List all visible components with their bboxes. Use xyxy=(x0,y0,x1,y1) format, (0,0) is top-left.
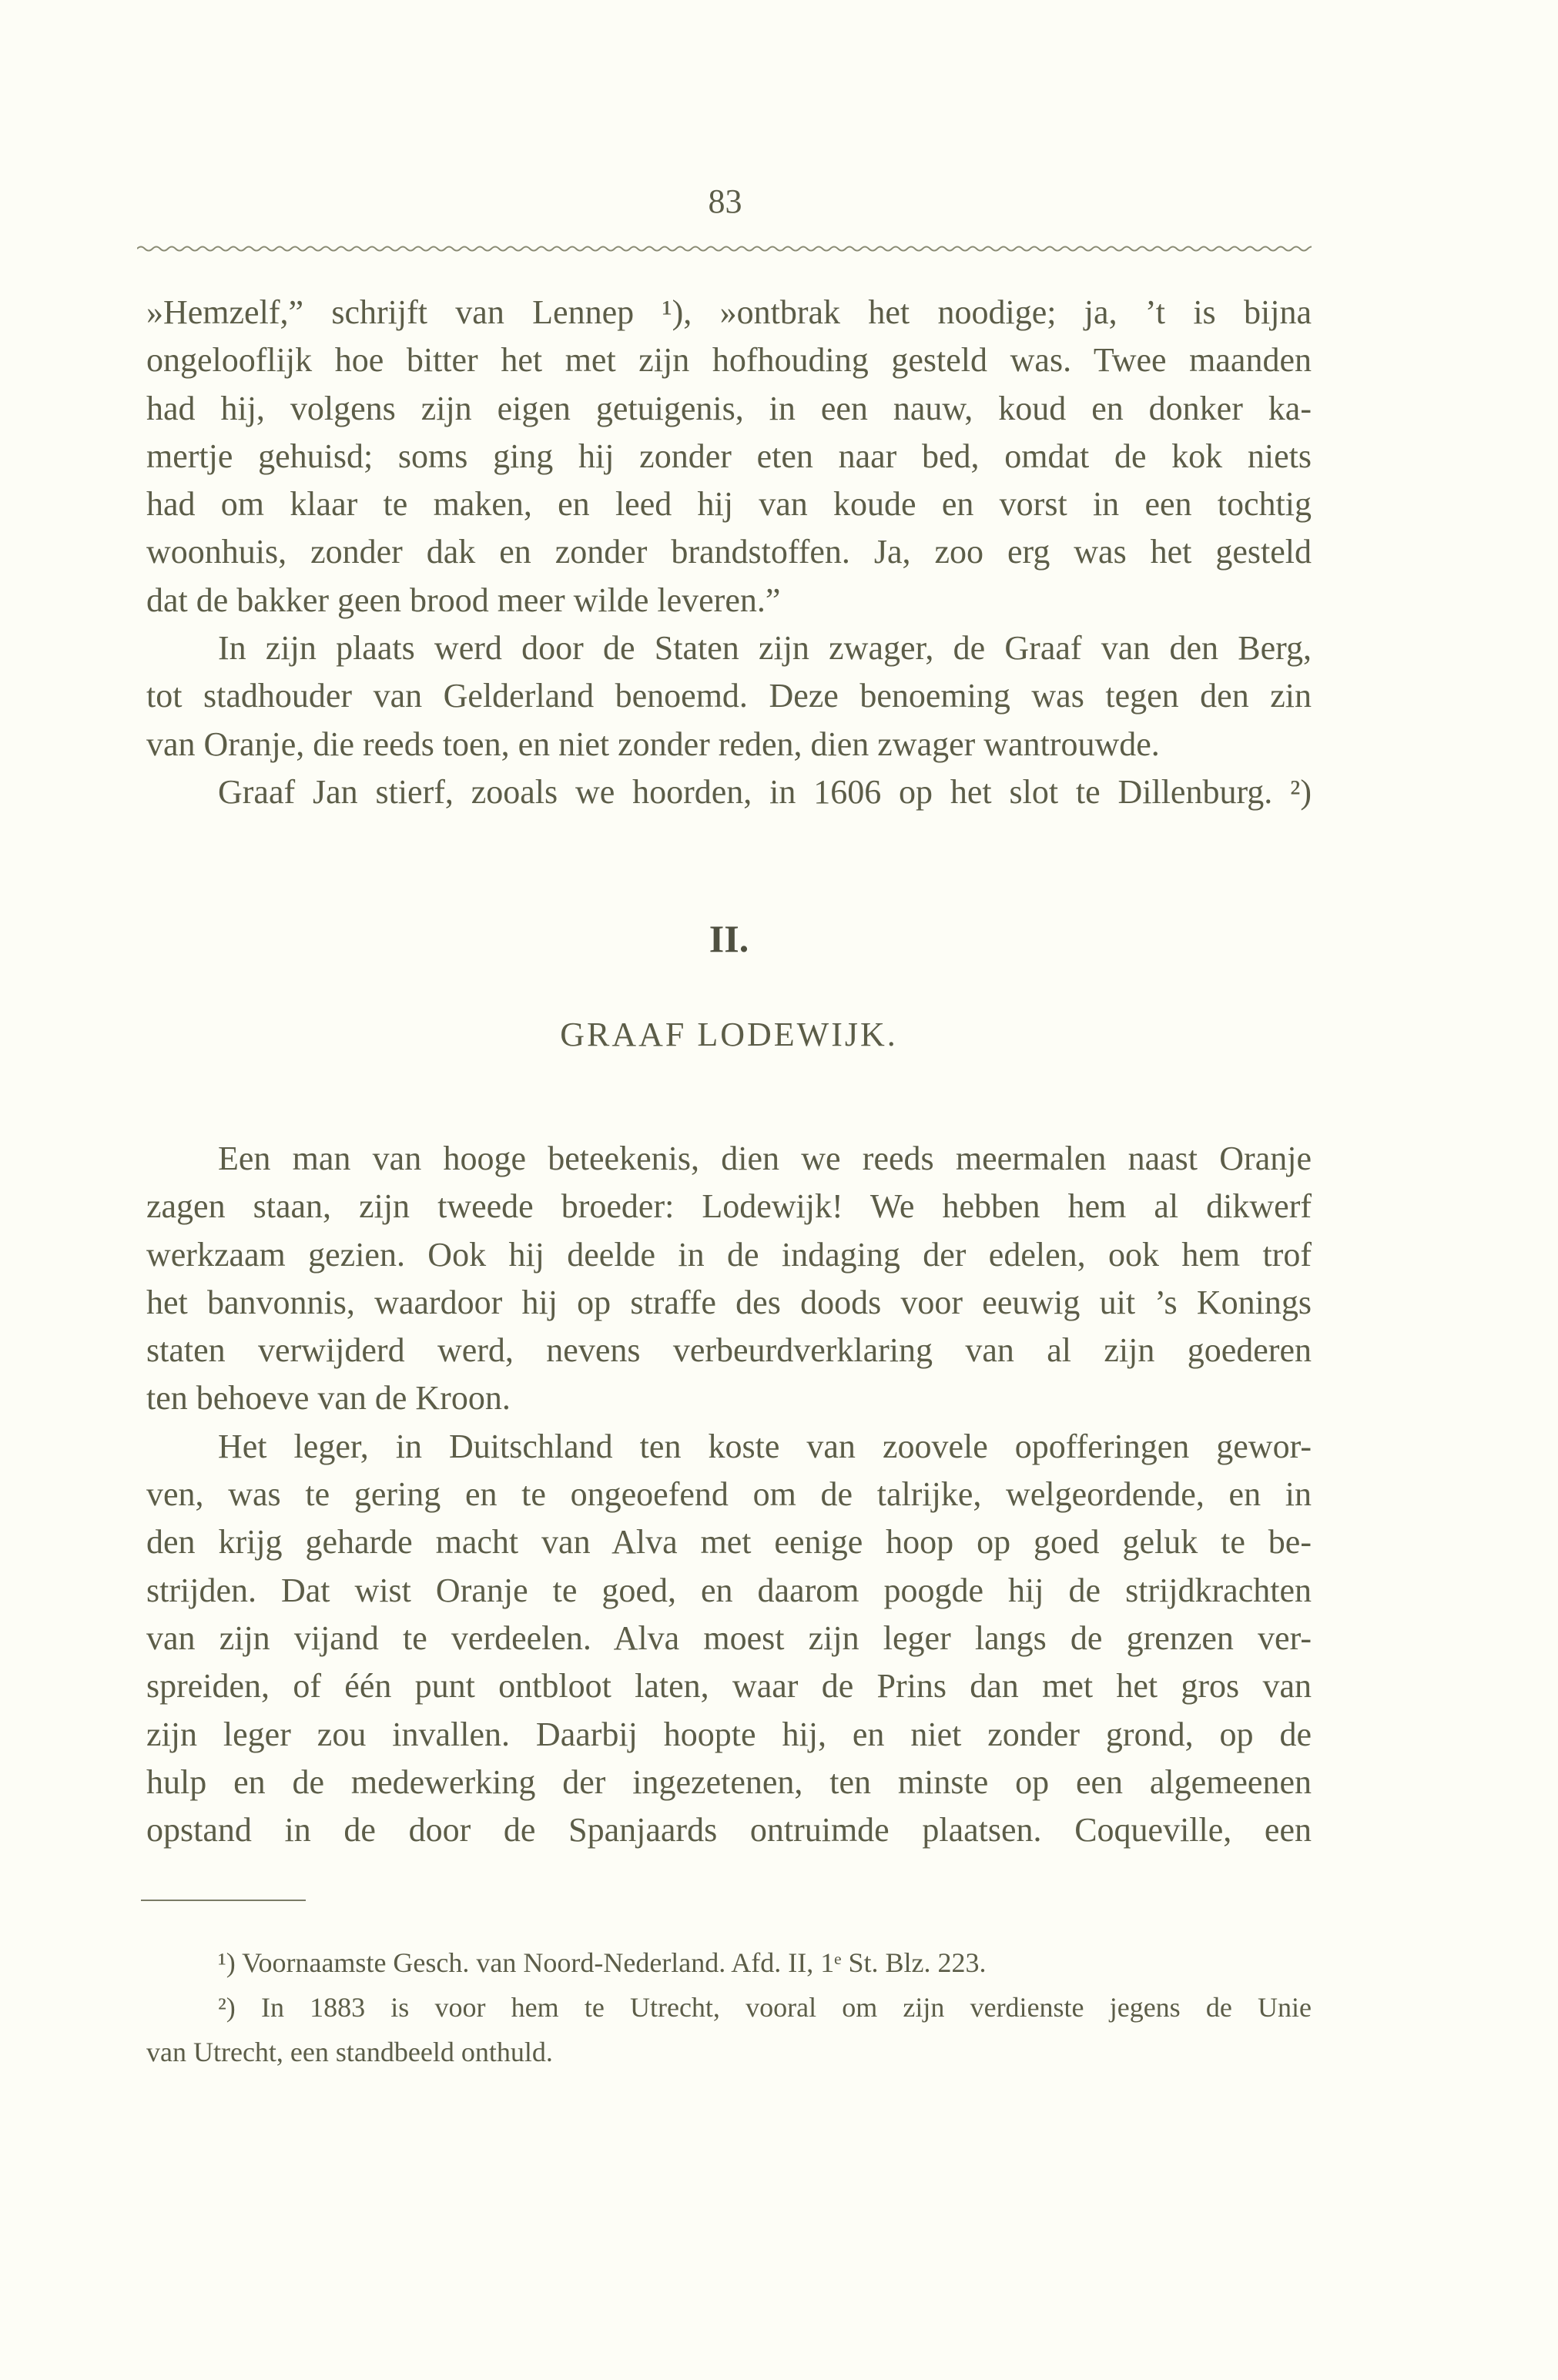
text-line: hulp en de medewerking der ingezetenen, ten minste op een algemeenen xyxy=(146,1762,1312,1801)
wavy-header-rule xyxy=(137,243,1312,254)
text-line: dat de bakker geen brood meer wilde leveren.” xyxy=(146,581,781,619)
text-line: In zijn plaats werd door de Staten zijn zwager, de Graaf van den Berg, xyxy=(218,629,1312,668)
text-line: staten verwijderd werd, nevens verbeurdverklaring van al zijn goederen xyxy=(146,1331,1312,1370)
chapter-number: II. xyxy=(709,917,749,960)
text-line: woonhuis, zonder dak en zonder brandstoffen. Ja, zoo erg was het gesteld xyxy=(146,533,1312,571)
text-line: ven, was te gering en te ongeoefend om de talrijke, welgeordende, en in xyxy=(146,1475,1312,1514)
paragraph xyxy=(146,1423,1312,1855)
text-line: had om klaar te maken, en leed hij van koude en vorst in een tochtig xyxy=(146,485,1312,524)
text-line: had hij, volgens zijn eigen getuigenis, in een nauw, koud en donker ka- xyxy=(146,389,1312,427)
chapter-title: GRAAF LODEWIJK. xyxy=(560,1016,898,1053)
text-line: zijn leger zou invallen. Daarbij hoopte hij, en niet zonder grond, op de xyxy=(146,1715,1312,1753)
paragraph xyxy=(146,289,1312,624)
text-line: spreiden, of één punt ontbloot laten, waar de Prins dan met het gros van xyxy=(146,1667,1312,1705)
paragraph xyxy=(146,624,1312,768)
text-line: mertje gehuisd; soms ging hij zonder eten naar bed, omdat de kok niets xyxy=(146,437,1312,475)
text-line: Graaf Jan stierf, zooals we hoorden, in 1606 op het slot te Dillenburg. ²) xyxy=(218,772,1312,811)
footnotes xyxy=(146,1940,1312,2074)
body-text-section-2 xyxy=(146,1135,1312,1854)
text-line: het banvonnis, waardoor hij op straffe des doods voor eeuwig uit ’s Konings xyxy=(146,1283,1312,1321)
footnote-separator xyxy=(141,1900,306,1901)
text-line: ten behoeve van de Kroon. xyxy=(146,1379,511,1418)
text-line: tot stadhouder van Gelderland benoemd. Deze benoeming was tegen den zin xyxy=(146,677,1312,715)
body-text-section-1 xyxy=(146,289,1312,816)
text-line: den krijg geharde macht van Alva met eenige hoop op goed geluk te be- xyxy=(146,1523,1312,1562)
text-line: van zijn vijand te verdeelen. Alva moest zijn leger langs de grenzen ver- xyxy=(146,1618,1312,1657)
text-line: werkzaam gezien. Ook hij deelde in de indaging der edelen, ook hem trof xyxy=(146,1235,1312,1274)
footnote xyxy=(146,1985,1312,2074)
text-line: ongelooflijk hoe bitter het met zijn hofhouding gesteld was. Twee maanden xyxy=(146,341,1312,380)
text-line: opstand in de door de Spanjaards ontruimde plaatsen. Coqueville, een xyxy=(146,1811,1312,1849)
page-number: 83 xyxy=(708,182,742,220)
text-line: zagen staan, zijn tweede broeder: Lodewijk! We hebben hem al dikwerf xyxy=(146,1187,1312,1226)
text-line: »Hemzelf,” schrijft van Lennep ¹), »ontbrak het noodige; ja, ’t is bijna xyxy=(146,293,1312,331)
text-line: Het leger, in Duitschland ten koste van zoovele opofferingen gewor- xyxy=(218,1427,1312,1465)
paragraph xyxy=(146,1135,1312,1423)
footnote-line: ²) In 1883 is voor hem te Utrecht, vooral om zijn verdienste jegens de Unie xyxy=(218,1992,1312,2023)
paragraph xyxy=(146,768,1312,816)
text-line: strijden. Dat wist Oranje te goed, en daarom poogde hij de strijdkrachten xyxy=(146,1571,1312,1609)
footnote-line: ¹) Voornaamste Gesch. van Noord-Nederland. Afd. II, 1ᵉ St. Blz. 223. xyxy=(218,1947,987,1978)
text-line: Een man van hooge beteekenis, dien we reeds meermalen naast Oranje xyxy=(218,1140,1312,1177)
text-line: van Oranje, die reeds toen, en niet zonder reden, dien zwager wantrouwde. xyxy=(146,725,1160,763)
footnote xyxy=(146,1940,1312,1985)
footnote-line: van Utrecht, een standbeeld onthuld. xyxy=(146,2037,553,2067)
